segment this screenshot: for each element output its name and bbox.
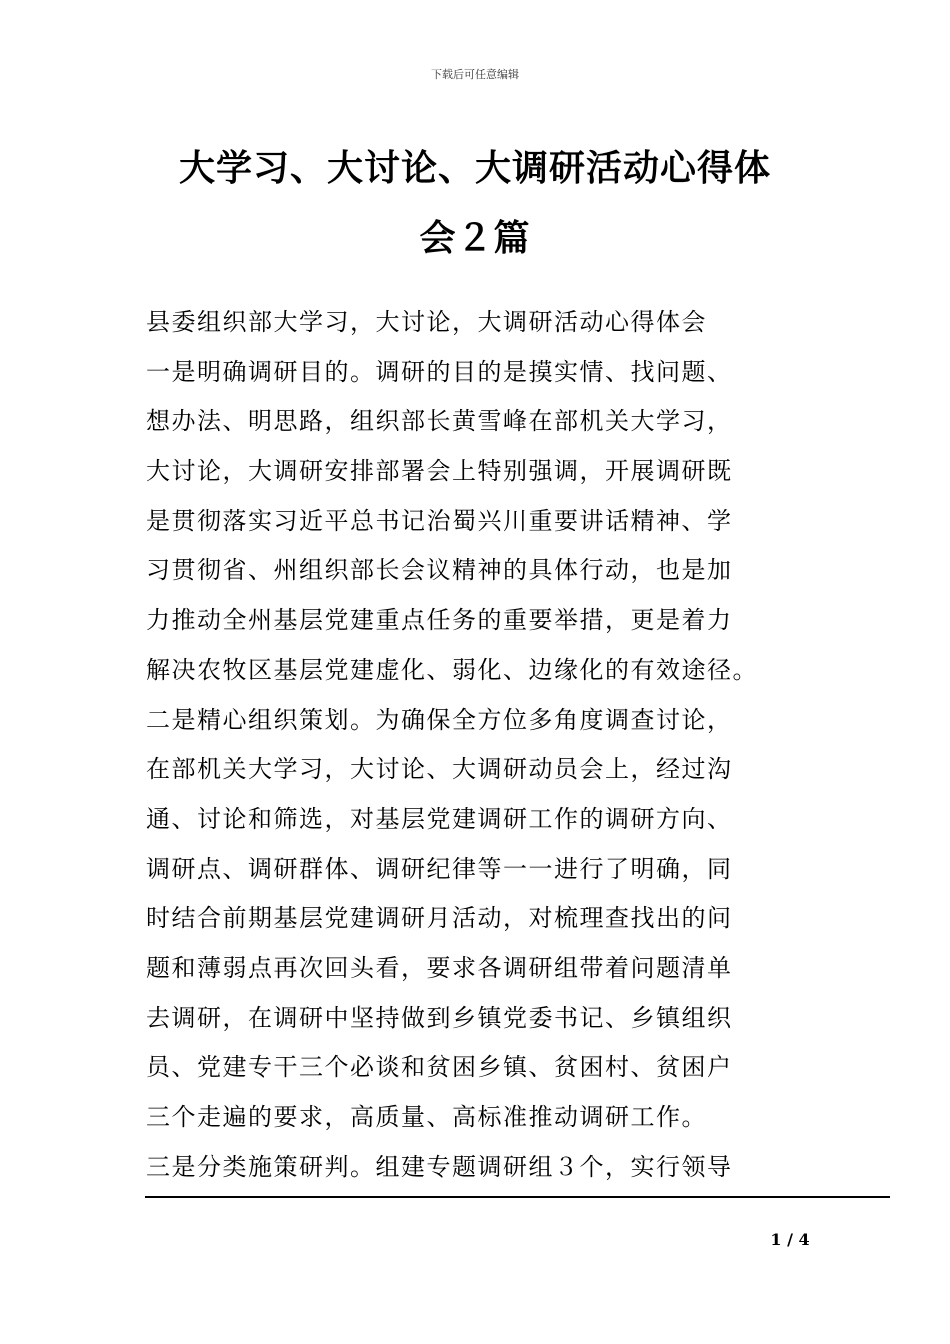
body-text (146, 298, 836, 1192)
header-note: 下载后可任意编辑 (431, 68, 519, 81)
body-line: 在部机关大学习，大讨论、大调研动员会上，经过沟 (146, 755, 733, 784)
body-line: 力推动全州基层党建重点任务的重要举措，更是着力 (146, 606, 733, 635)
body-line: 是贯彻落实习近平总书记治蜀兴川重要讲话精神、学 (146, 506, 733, 535)
footer-divider (145, 1196, 890, 1198)
body-line: 县委组织部大学习，大讨论，大调研活动心得体会 (146, 308, 707, 336)
body-line: 大讨论，大调研安排部署会上特别强调，开展调研既 (146, 457, 733, 486)
body-line: 调研点、调研群体、调研纪律等一一进行了明确，同 (146, 854, 733, 883)
body-line: 题和薄弱点再次回头看，要求各调研组带着问题清单 (146, 953, 733, 982)
body-line: 二是精心组织策划。为确保全方位多角度调查讨论， (146, 705, 733, 734)
body-line: 员、党建专干三个必谈和贫困乡镇、贫困村、贫困户 (146, 1053, 733, 1082)
document-title-line-2: 会２篇 (419, 218, 531, 259)
body-line: 想办法、明思路，组织部长黄雪峰在部机关大学习， (146, 407, 733, 436)
body-line: 习贯彻省、州组织部长会议精神的具体行动，也是加 (146, 556, 733, 585)
page-number: 1 / 4 (770, 1230, 810, 1249)
body-line: 解决农牧区基层党建虚化、弱化、边缘化的有效途径。 (146, 655, 758, 684)
body-line: 三个走遍的要求，高质量、高标准推动调研工作。 (146, 1103, 707, 1131)
body-line: 时结合前期基层党建调研月活动，对梳理查找出的问 (146, 904, 733, 933)
body-line: 通、讨论和筛选，对基层党建调研工作的调研方向、 (146, 804, 733, 833)
body-line: 去调研，在调研中坚持做到乡镇党委书记、乡镇组织 (146, 1003, 733, 1032)
body-line: 三是分类施策研判。组建专题调研组３个，实行领导 (146, 1152, 733, 1181)
body-line: 一是明确调研目的。调研的目的是摸实情、找问题、 (146, 357, 733, 386)
document-title-line-1: 大学习、大讨论、大调研活动心得体 (178, 148, 771, 189)
